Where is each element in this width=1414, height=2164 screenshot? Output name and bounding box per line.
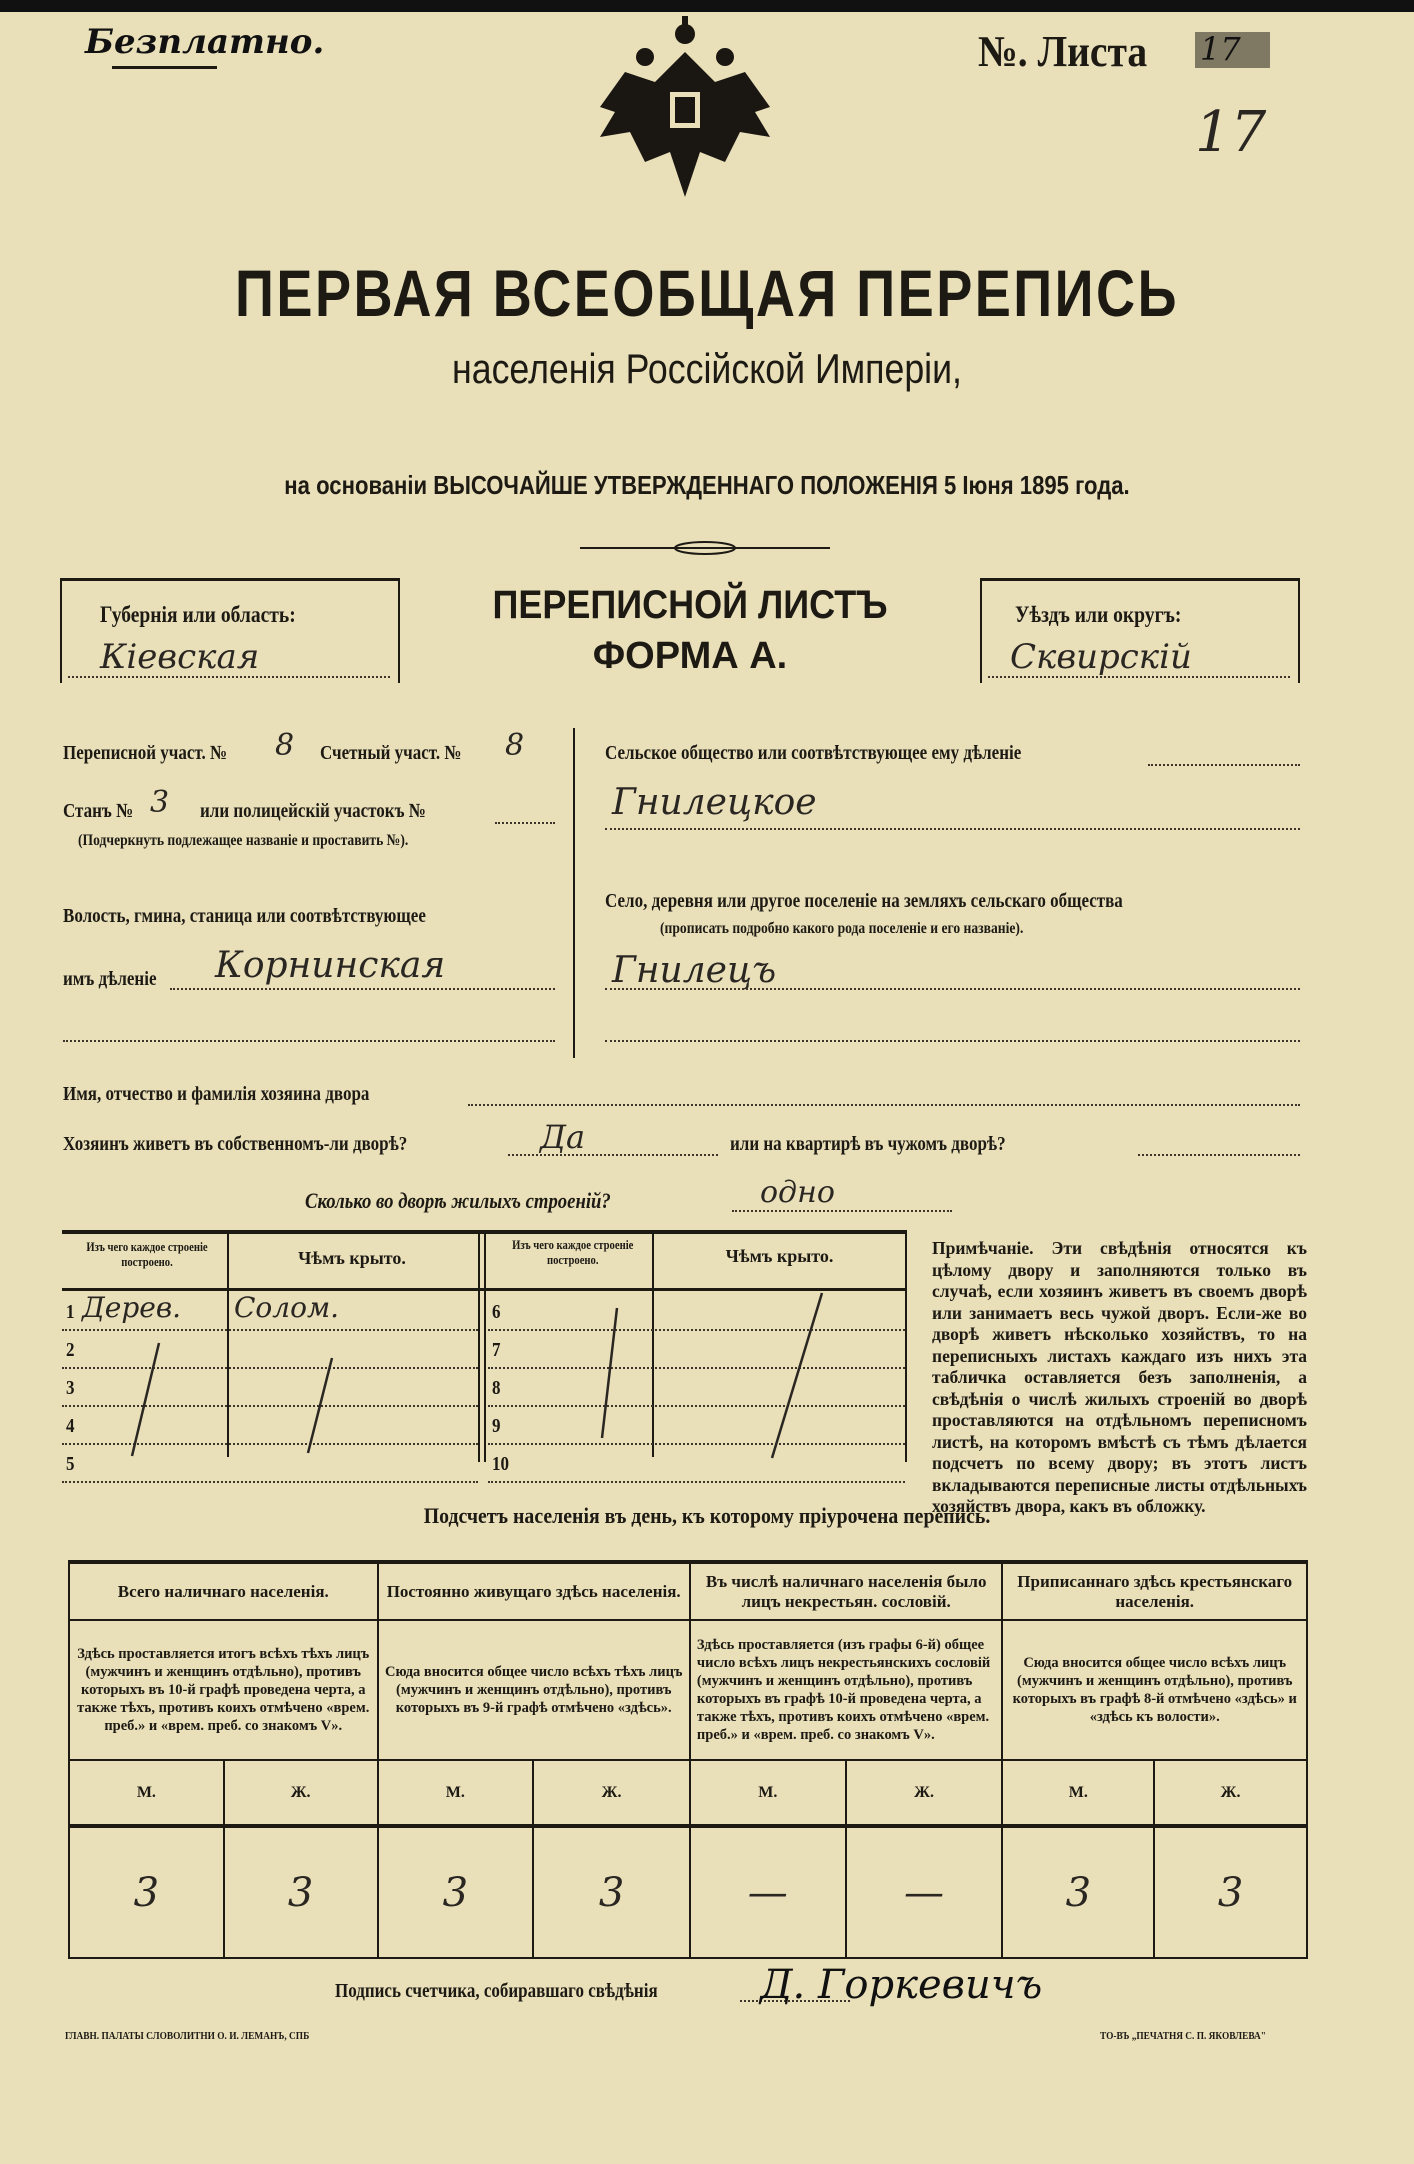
fill-line [1148,764,1300,766]
row-number: 2 [66,1339,75,1361]
document-subtitle: населенія Россійской Имперіи, [452,345,962,392]
male-count[interactable]: 3 [378,1826,534,1958]
box-line [980,578,1300,581]
population-table [68,1560,1308,1959]
village-hint: (прописать подробно какого рода поселеніе и его названіе). [660,920,1024,937]
fill-line [1138,1154,1300,1156]
box-line [60,578,62,683]
volost-label-2: имъ дѣленіе [63,968,157,990]
document-basis: на основаніи ВЫСОЧАЙШЕ УТВЕРЖДЕННАГО ПОЛОЖЕНІЯ 5 Іюня 1895 года. [284,470,1130,500]
buildings-note: Примѣчаніе. Эти свѣдѣнія относятся къ цѣлому двору и заполняются только въ случаѣ, если хозяинъ живетъ въ своемъ дворѣ или занимаетъ весь чужой дворъ. Если-же во дворѣ живетъ нѣсколько хозяйствъ, то на переписныхъ листахъ каждаго изъ нихъ эта табличка оставляется безъ заполненія, а свѣдѣнія о числѣ жилыхъ строеній во дворѣ проставляются на отдѣльномъ переписномъ листѣ, на которомъ вмѣстѣ съ тѣмъ дѣлается подсчетъ по всему двору; въ этотъ листъ вкладываются переписные листы отдѣльныхъ хозяйствъ двора, какъ въ обложку. [932,1238,1307,1516]
census-section-label: Переписной участ. № [63,742,228,764]
stan-label: Станъ № [63,800,134,822]
fill-line [988,676,1290,678]
female-count[interactable]: 3 [533,1826,690,1958]
owns-value[interactable]: Да [540,1118,586,1156]
row-number: 8 [492,1377,501,1399]
printer-right: ТО-ВЪ „ПЕЧАТНЯ С. П. ЯКОВЛЕВА" [1100,2030,1266,2042]
ornament-divider [580,538,830,558]
count-section-label: Счетный участ. № [320,742,462,764]
buildings-table [62,1228,907,1475]
document-title: ПЕРВАЯ ВСЕОБЩАЯ ПЕРЕПИСЬ [235,256,1179,330]
male-label: М. [69,1760,224,1826]
male-count[interactable]: 3 [1002,1826,1154,1958]
fill-line [170,988,555,990]
form-title: ПЕРЕПИСНОЙ ЛИСТЪ [492,583,888,627]
col-desc: Сюда вносится общее число всѣхъ тѣхъ лицъ (мужчинъ и женщинъ отдѣльно), противъ которыхъ въ 9-й графѣ отмѣчено «здѣсь». [378,1620,690,1760]
society-label: Сельское общество или соотвѣтствующее ему дѣленіе [605,742,1022,764]
material-value[interactable]: Дерев. [82,1291,182,1324]
village-value[interactable]: Гнилецъ [612,950,777,991]
box-line [60,578,400,581]
owns-label: Хозяинъ живетъ въ собственномъ-ли дворѣ? [63,1133,408,1155]
society-value[interactable]: Гнилецкое [612,782,817,823]
census-section-value[interactable]: 8 [275,728,295,763]
signature-label: Подпись счетчика, собиравшаго свѣдѣнія [335,1980,658,2002]
province-value[interactable]: Кіевская [100,637,260,677]
village-label: Село, деревня или другое поселеніе на земляхъ сельскаго общества [605,890,1123,912]
column-divider [573,728,575,1058]
row-number: 3 [66,1377,75,1399]
volost-value[interactable]: Корнинская [215,945,446,986]
col-header: Приписаннаго здѣсь крестьянскаго населенія. [1002,1562,1307,1620]
free-underline [112,66,217,69]
volost-label: Волость, гмина, станица или соотвѣтствующее [63,905,426,927]
col-header: Всего наличнаго населенія. [69,1562,378,1620]
header-row [69,1562,1307,1620]
desc-row [69,1620,1307,1760]
owner-label: Имя, отчество и фамилія хозяина двора [63,1083,370,1105]
female-count[interactable]: — [846,1826,1003,1958]
fill-line [605,988,1300,990]
fill-line [732,1210,952,1212]
roof-value[interactable]: Солом. [234,1291,340,1324]
printer-left: ГЛАВН. ПАЛАТЫ СЛОВОЛИТНИ О. И. ЛЕМАНЪ, СПБ [65,2030,310,2042]
box-line [1298,578,1300,683]
male-label: М. [1002,1760,1154,1826]
province-label: Губернія или область: [100,602,296,627]
female-label: Ж. [533,1760,690,1826]
row-number: 4 [66,1415,75,1437]
col-material-header: Изъ чего каждое строеніе построено. [86,1240,208,1269]
fill-line [508,1154,718,1156]
district-label: Уѣздъ или округъ: [1015,602,1182,627]
female-label: Ж. [224,1760,378,1826]
buildings-value[interactable]: одно [760,1175,835,1210]
fill-line [605,1040,1300,1042]
rents-label: или на квартирѣ въ чужомъ дворѣ? [730,1133,1006,1155]
row-number: 10 [492,1453,509,1475]
enumerator-signature[interactable]: Д. Горкевичъ [760,1962,1043,2008]
female-count[interactable]: 3 [224,1826,378,1958]
col-header: Въ числѣ наличнаго населенія было лицъ некрестьян. сословій. [690,1562,1003,1620]
cancel-strokes [62,1228,907,1463]
double-headed-eagle-emblem [585,12,785,202]
fill-line [63,1040,555,1042]
female-label: Ж. [1154,1760,1307,1826]
police-label: или полицейскій участокъ № [200,800,426,822]
col-roof-header-2: Чѣмъ крыто. [725,1246,834,1266]
col-desc: Сюда вносится общее число всѣхъ лицъ (мужчинъ и женщинъ отдѣльно), противъ которыхъ въ графѣ 8-й отмѣчено «здѣсь» и «здѣсь къ волости». [1002,1620,1307,1760]
fill-line [495,822,555,824]
male-label: М. [690,1760,846,1826]
male-count[interactable]: 3 [69,1826,224,1958]
count-section-value[interactable]: 8 [505,728,525,763]
male-label: М. [378,1760,534,1826]
fill-line [468,1104,1300,1106]
row-number: 7 [492,1339,501,1361]
row-number: 9 [492,1415,501,1437]
fill-line [68,676,390,678]
free-label: Безплатно. [85,22,325,62]
female-label: Ж. [846,1760,1003,1826]
buildings-label: Сколько во дворѣ жилыхъ строеній? [305,1188,611,1213]
sheet-number-label: №. Листа [978,27,1148,76]
col-roof-header: Чѣмъ крыто. [298,1248,406,1268]
col-desc: Здѣсь проставляется (изъ графы 6-й) общее число всѣхъ лицъ некрестьянскихъ сословій (мужчинъ и женщинъ отдѣльно), противъ которыхъ въ графѣ 10-й проведена черта, а также тѣхъ, противъ коихъ отмѣчено «врем. преб.» и «врем. преб. со знакомъ V». [690,1620,1003,1760]
row-number: 5 [66,1453,75,1475]
sheet-number-handwritten: 17 [1195,100,1267,165]
sex-row [69,1760,1307,1826]
fill-line [605,828,1300,830]
col-material-header-2: Изъ чего каждое строеніе построено. [512,1238,634,1267]
district-value[interactable]: Сквирскій [1010,637,1192,677]
col-desc: Здѣсь проставляется итогъ всѣхъ тѣхъ лицъ (мужчинъ и женщинъ отдѣльно), противъ которыхъ въ 10-й графѣ проведена черта, а также тѣхъ, противъ коихъ отмѣчено «врем. преб.» и «врем. преб. со знакомъ V». [69,1620,378,1760]
sheet-number-struck: 17 [1200,30,1241,68]
scan-border [0,0,1414,12]
female-count[interactable]: 3 [1154,1826,1307,1958]
stan-value[interactable]: 3 [150,785,170,820]
box-line [980,578,982,683]
police-hint: (Подчеркнуть подлежащее названіе и проставить №). [78,832,409,849]
male-count[interactable]: — [690,1826,846,1958]
row-number: 6 [492,1301,501,1323]
row-number: 1 [66,1301,75,1323]
col-header: Постоянно живущаго здѣсь населенія. [378,1562,690,1620]
form-name: ФОРМА А. [592,635,788,677]
values-row [69,1826,1307,1958]
population-title: Подсчетъ населенія въ день, къ которому пріурочена перепись. [423,1503,991,1528]
